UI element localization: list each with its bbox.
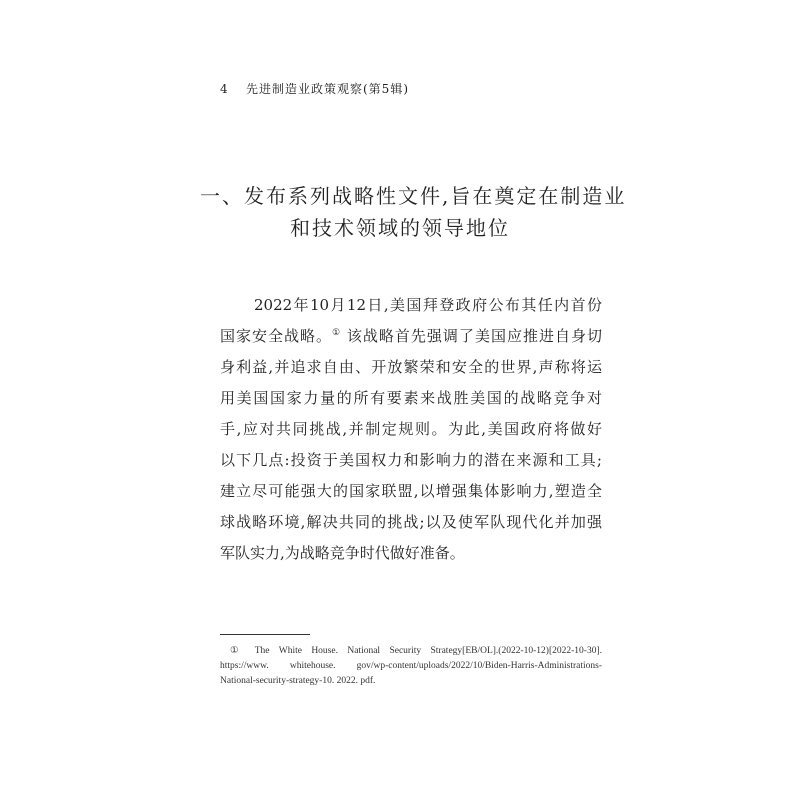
page-number: 4 <box>220 82 229 96</box>
footnote-line-3: National-security-strategy-10. 2022. pdf. <box>220 676 376 686</box>
footnote-line-2[interactable]: https://www. whitehouse. gov/wp-content/uploads/2022/10/Biden-Harris-Administrations- <box>220 661 602 671</box>
body-line-7: 建立尽可能强大的国家联盟,以增强集体影响力,塑造全 <box>220 482 602 500</box>
running-head <box>220 80 409 97</box>
footnote-line-1: ① The White House. National Security Strategy[EB/OL].(2022-10-12)[2022-10-30]. <box>230 646 602 656</box>
body-paragraph <box>220 290 602 569</box>
body-line-9: 军队实力,为战略竞争时代做好准备。 <box>220 544 465 562</box>
body-line-6: 以下几点:投资于美国权力和影响力的潜在来源和工具; <box>220 451 602 469</box>
body-line-8: 球战略环境,解决共同的挑战;以及使军队现代化并加强 <box>220 513 602 531</box>
footnote-divider <box>220 634 310 635</box>
footnote <box>220 644 602 689</box>
footnote-reference[interactable]: ① <box>332 328 342 338</box>
body-line-1: 2022年10月12日,美国拜登政府公布其任内首份 <box>254 296 602 314</box>
section-title-line-2: 和技术领域的领导地位 <box>290 216 510 240</box>
body-line-5: 手,应对共同挑战,并制定规则。为此,美国政府将做好 <box>220 420 602 438</box>
section-title-line-1: 一、发布系列战略性文件,旨在奠定在制造业 <box>200 184 627 208</box>
body-line-4: 用美国国家力量的所有要素来战胜美国的战略竞争对 <box>220 389 602 407</box>
body-line-2 <box>220 321 602 352</box>
body-line-2-rest: 该战略首先强调了美国应推进自身切 <box>341 327 602 345</box>
book-title: 先进制造业政策观察(第5辑) <box>246 82 409 96</box>
body-line-2-text: 国家安全战略。 <box>220 327 333 345</box>
body-line-3: 身利益,并追求自由、开放繁荣和安全的世界,声称将运 <box>220 358 602 376</box>
